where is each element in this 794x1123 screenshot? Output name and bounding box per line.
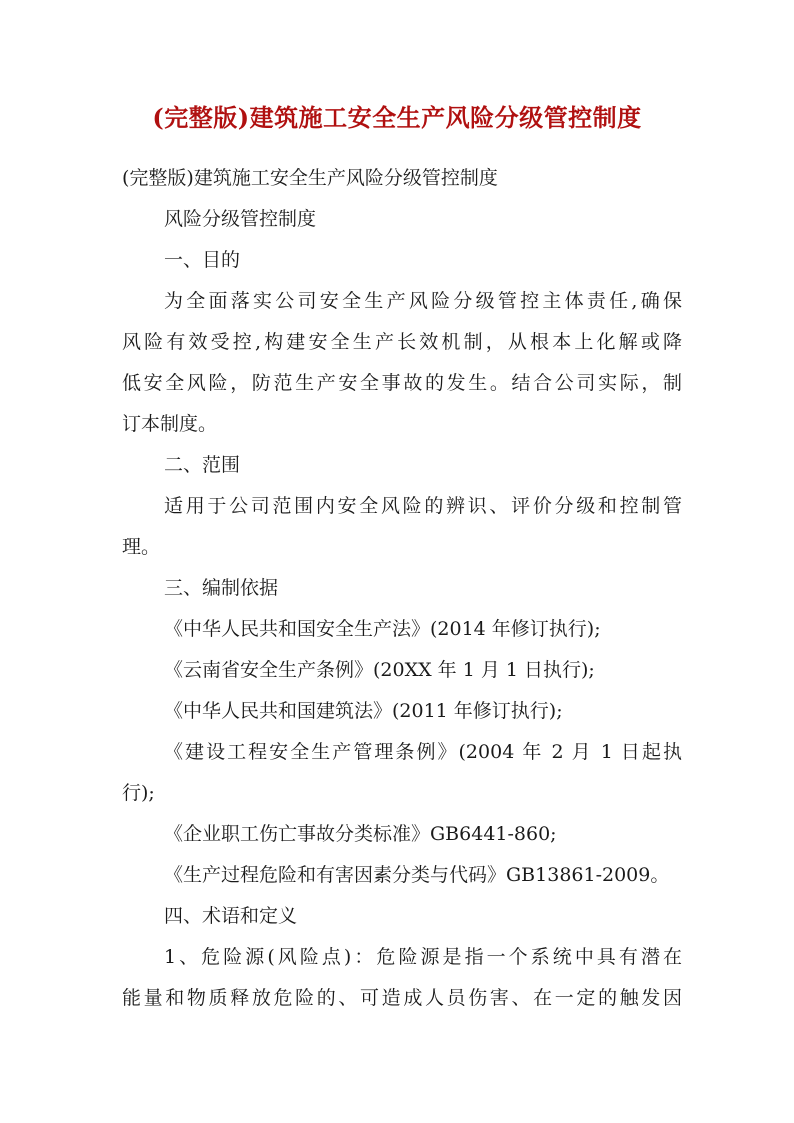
body-line: 低安全风险，防范生产安全事故的发生。结合公司实际，制 [122, 372, 682, 394]
section-heading-terms: 四、术语和定义 [164, 905, 298, 927]
body-line: 能量和物质释放危险的、可造成人员伤害、在一定的触发因 [122, 987, 682, 1009]
section-heading-purpose: 一、目的 [164, 249, 241, 271]
reference-item: 《云南省安全生产条例》(20XX 年 1 月 1 日执行); [164, 659, 595, 681]
body-line: 为全面落实公司安全生产风险分级管控主体责任,确保 [164, 290, 682, 312]
body-line: 适用于公司范围内安全风险的辨识、评价分级和控制管 [164, 495, 682, 517]
body-line: 1、危险源(风险点)：危险源是指一个系统中具有潜在 [164, 946, 682, 968]
body-line: 订本制度。 [122, 413, 218, 435]
reference-item: 《企业职工伤亡事故分类标准》GB6441-860; [164, 823, 557, 845]
body-line-doc-name: (完整版)建筑施工安全生产风险分级管控制度 [122, 167, 498, 189]
reference-item: 《中华人民共和国建筑法》(2011 年修订执行); [164, 700, 563, 722]
section-heading-basis: 三、编制依据 [164, 577, 279, 599]
document-body [122, 158, 682, 1019]
document-title: (完整版)建筑施工安全生产风险分级管控制度 [152, 103, 642, 132]
reference-item-continued: 行); [122, 782, 155, 804]
body-line: 风险有效受控,构建安全生产长效机制，从根本上化解或降 [122, 331, 682, 353]
body-line-subtitle: 风险分级管控制度 [164, 208, 317, 230]
reference-item: 《生产过程危险和有害因素分类与代码》GB13861-2009。 [164, 864, 670, 886]
reference-item: 《中华人民共和国安全生产法》(2014 年修订执行); [164, 618, 601, 640]
reference-item: 《建设工程安全生产管理条例》(2004 年 2 月 1 日起执 [164, 741, 682, 763]
section-heading-scope: 二、范围 [164, 454, 241, 476]
body-line: 理。 [122, 536, 161, 558]
